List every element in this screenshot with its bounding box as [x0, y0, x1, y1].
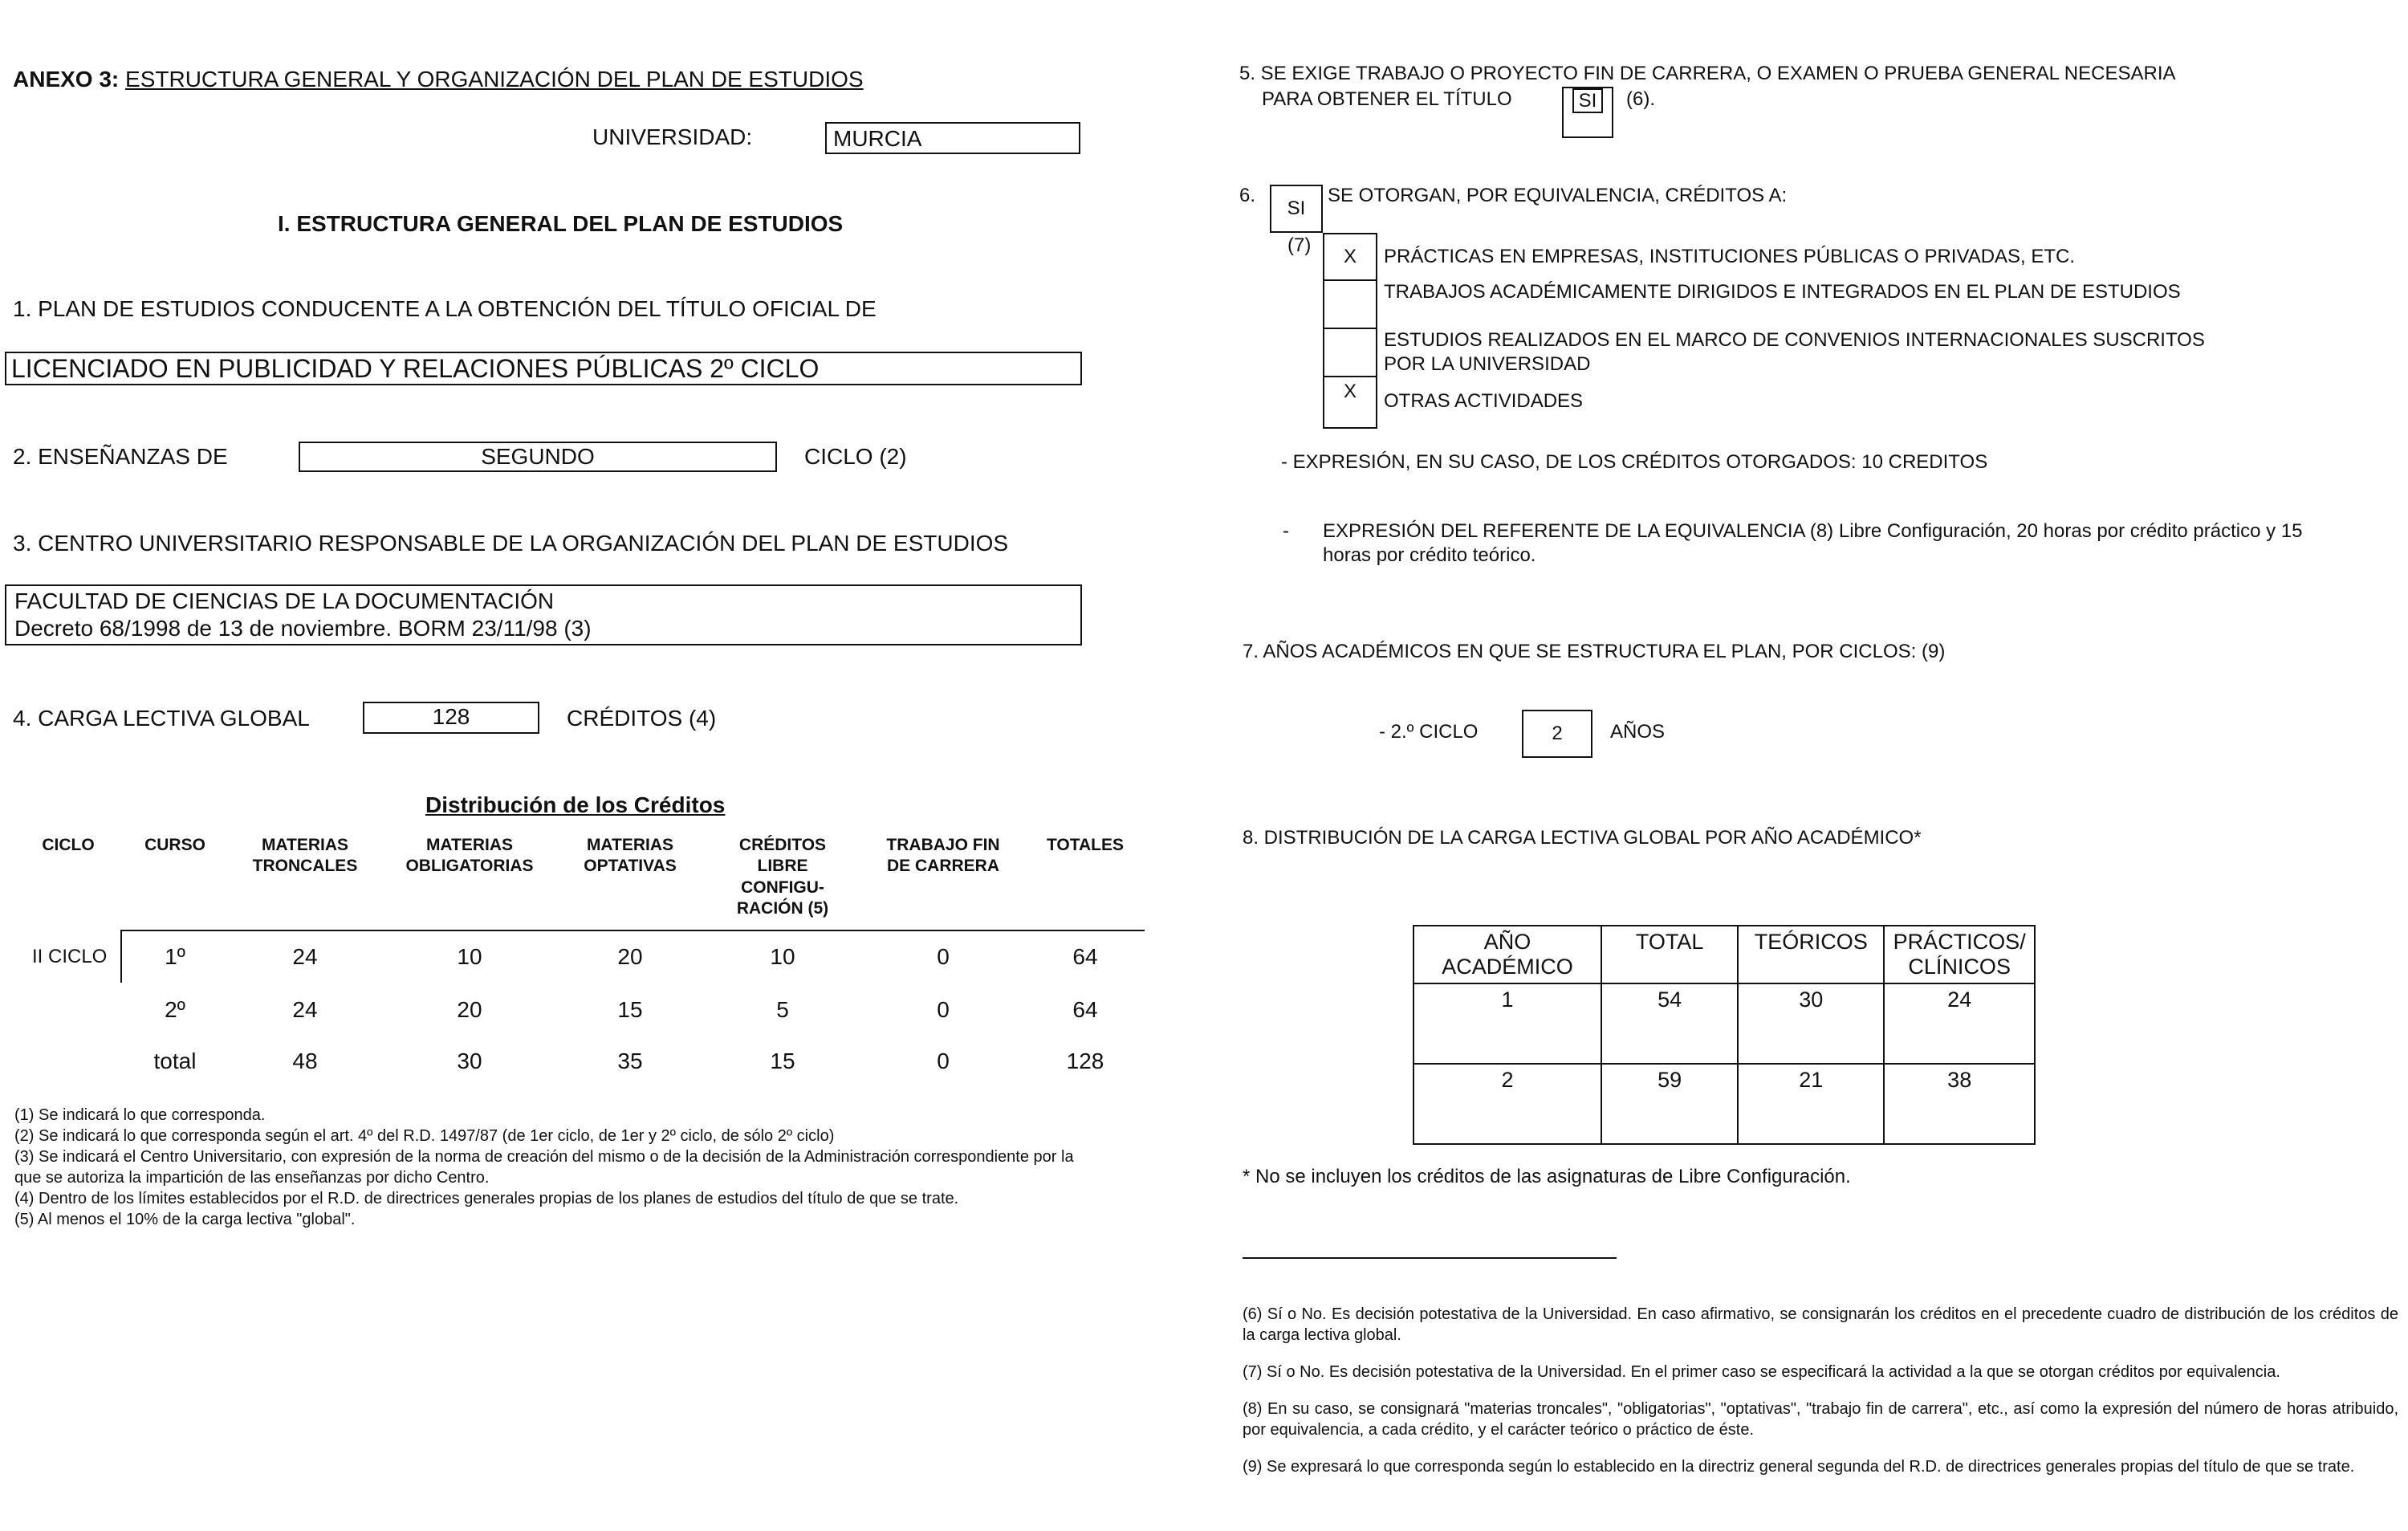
dist-header-libre: CRÉDITOS LIBRE CONFIGU- RACIÓN (5): [736, 836, 829, 918]
asterisk-note: * No se incluyen los créditos de las asignaturas de Libre Configuración.: [1243, 1166, 1851, 1187]
cell-practicos: 24: [1884, 983, 2035, 1064]
cell-ano: 1: [1413, 983, 1601, 1064]
dist-cell-optativas: 15: [617, 997, 643, 1022]
header-teoricos: TEÓRICOS: [1738, 926, 1884, 983]
annex-title: ESTRUCTURA GENERAL Y ORGANIZACIÓN DEL PLAN DE ESTUDIOS: [125, 67, 864, 92]
dist-cell-curso: total: [153, 1048, 197, 1073]
dist-header-optativas: MATERIAS OPTATIVAS: [584, 836, 677, 876]
dist-header-obligatorias: MATERIAS OBLIGATORIAS: [405, 836, 534, 876]
degree-title-value: LICENCIADO EN PUBLICIDAD Y RELACIONES PÚBLICAS 2º CICLO: [11, 354, 820, 383]
table-row: [1413, 983, 2035, 1064]
credits-value: 128: [432, 704, 470, 729]
item7-unit: AÑOS: [1610, 721, 1666, 743]
left-footnotes: [14, 1105, 1170, 1230]
dist-ciclo-label: II CICLO: [32, 946, 108, 967]
item6-ref-line1: EXPRESIÓN DEL REFERENTE DE LA EQUIVALENCIA (8) Libre Configuración, 20 horas por crédito práctico y 15: [1323, 520, 2303, 542]
dist-cell-troncales: 24: [292, 997, 318, 1022]
item2-label: 2. ENSEÑANZAS DE: [13, 444, 228, 469]
dist-table-bracket: [120, 930, 122, 983]
dist-header-troncales: MATERIAS TRONCALES: [252, 836, 358, 876]
checkbox-otras[interactable]: X: [1343, 381, 1357, 402]
item7-label: 7. AÑOS ACADÉMICOS EN QUE SE ESTRUCTURA EL PLAN, POR CICLOS: (9): [1243, 641, 1946, 662]
item6-ref-line2: horas por crédito teórico.: [1323, 544, 1536, 566]
cell-total: 54: [1601, 983, 1738, 1064]
university-label: UNIVERSIDAD:: [592, 124, 753, 149]
footnote: (3) Se indicará el Centro Universitario, con expresión de la norma de creación del mismo o de la decisión de la Administración correspondiente por la: [14, 1148, 1074, 1166]
footnote: (9) Se expresará lo que corresponda según lo establecido en la directriz general segunda del R.D. de directrices generales propias del título de que se trate.: [1243, 1458, 2355, 1476]
footnote-separator: [1243, 1257, 1617, 1259]
cell-teoricos: 21: [1738, 1064, 1884, 1144]
item7-cycle: - 2.º CICLO: [1379, 721, 1479, 743]
item1-label: 1. PLAN DE ESTUDIOS CONDUCENTE A LA OBTENCIÓN DEL TÍTULO OFICIAL DE: [13, 296, 877, 321]
annex-heading: [13, 66, 864, 93]
dist-cell-libre: 10: [770, 944, 795, 969]
item3-label: 3. CENTRO UNIVERSITARIO RESPONSABLE DE LA ORGANIZACIÓN DEL PLAN DE ESTUDIOS: [13, 531, 1009, 556]
footnote: (4) Dentro de los límites establecidos por el R.D. de directrices generales propias de los planes de estudios del título de que se trate.: [14, 1190, 959, 1207]
distribution-title: Distribución de los Créditos: [425, 792, 726, 817]
footnote: (1) Se indicará lo que corresponda.: [14, 1106, 266, 1124]
university-field: [825, 122, 1080, 154]
footnote: (6) Sí o No. Es decisión potestativa de la Universidad. En caso afirmativo, se consignarán los créditos en el precedente cuadro de distribución de los créditos de la carga lectiva global.: [1243, 1305, 2398, 1344]
dist-cell-trabajo: 0: [937, 944, 950, 969]
cell-teoricos: 30: [1738, 983, 1884, 1064]
item5-note: (6).: [1626, 88, 1655, 110]
footnote: que se autoriza la impartición de las enseñanzas por dicho Centro.: [14, 1169, 490, 1187]
item5-value: SI: [1572, 88, 1604, 113]
center-decree: Decreto 68/1998 de 13 de noviembre. BORM 23/11/98 (3): [14, 615, 592, 641]
annex-label: ANEXO 3:: [13, 67, 120, 92]
dist-cell-totales: 128: [1066, 1048, 1104, 1073]
dist-table-rule: [120, 930, 1145, 931]
center-field: [5, 584, 1082, 645]
item5-line2: PARA OBTENER EL TÍTULO: [1262, 88, 1512, 110]
dist-cell-libre: 15: [770, 1048, 795, 1073]
cell-total: 59: [1601, 1064, 1738, 1144]
item5-field: [1562, 87, 1613, 138]
item6-number: 6.: [1239, 185, 1256, 206]
section-title: I. ESTRUCTURA GENERAL DEL PLAN DE ESTUDIOS: [278, 211, 844, 236]
dist-cell-trabajo: 0: [937, 997, 950, 1022]
footnote: (8) En su caso, se consignará "materias troncales", "obligatorias", "optativas", "trabajo fin de carrera", etc., así como la expresión del número de horas atribuido, por equivalencia, a cada crédito, y el carácter teórico o práctico de éste.: [1243, 1400, 2398, 1439]
center-name: FACULTAD DE CIENCIAS DE LA DOCUMENTACIÓN: [14, 588, 555, 613]
item6-label: SE OTORGAN, POR EQUIVALENCIA, CRÉDITOS A:: [1328, 185, 1788, 206]
dist-cell-curso: 1º: [165, 944, 185, 969]
divider: [1323, 376, 1377, 377]
option-estudios-label: ESTUDIOS REALIZADOS EN EL MARCO DE CONVENIOS INTERNACIONALES SUSCRITOS: [1384, 329, 2205, 351]
checkbox-practicas[interactable]: X: [1343, 246, 1357, 267]
dist-cell-obligatorias: 30: [457, 1048, 482, 1073]
years-value: 2: [1552, 723, 1563, 744]
university-value: MURCIA: [833, 126, 922, 151]
option-trabajos-label: TRABAJOS ACADÉMICAMENTE DIRIGIDOS E INTEGRADOS EN EL PLAN DE ESTUDIOS: [1384, 281, 2181, 303]
footnote: (7) Sí o No. Es decisión potestativa de la Universidad. En el primer caso se especificará la actividad a la que se otorgan créditos por equivalencia.: [1243, 1363, 2280, 1381]
dist-header-trabajo: TRABAJO FIN DE CARRERA: [886, 836, 1000, 876]
item4-label: 4. CARGA LECTIVA GLOBAL: [13, 706, 310, 731]
credits-field: [363, 702, 539, 734]
dist-cell-curso: 2º: [165, 997, 185, 1022]
item6-note: (7): [1287, 234, 1312, 256]
item2-suffix: CICLO (2): [804, 444, 907, 469]
dist-cell-optativas: 35: [617, 1048, 643, 1073]
dist-header-curso: CURSO: [144, 836, 205, 854]
divider: [1323, 328, 1377, 329]
item6-field: [1270, 185, 1323, 233]
right-footnotes: [1243, 1304, 2398, 1477]
item6-credits: - EXPRESIÓN, EN SU CASO, DE LOS CRÉDITOS OTORGADOS: 10 CREDITOS: [1281, 451, 1988, 473]
item8-label: 8. DISTRIBUCIÓN DE LA CARGA LECTIVA GLOBAL POR AÑO ACADÉMICO*: [1243, 827, 1922, 849]
divider: [1323, 279, 1377, 281]
dist-cell-obligatorias: 10: [457, 944, 482, 969]
dist-header-ciclo: CICLO: [42, 836, 95, 854]
dist-cell-totales: 64: [1072, 997, 1098, 1022]
cycle-value: SEGUNDO: [481, 444, 595, 469]
dist-cell-trabajo: 0: [937, 1048, 950, 1073]
years-field: [1522, 710, 1592, 758]
cell-ano: 2: [1413, 1064, 1601, 1144]
item4-suffix: CRÉDITOS (4): [567, 706, 717, 731]
header-total: TOTAL: [1601, 926, 1738, 983]
dist-cell-troncales: 48: [292, 1048, 318, 1073]
dist-header-totales: TOTALES: [1046, 836, 1125, 854]
degree-title-field: [5, 352, 1082, 385]
item6-ref-dash: -: [1283, 520, 1289, 542]
header-ano: AÑO ACADÉMICO: [1413, 926, 1601, 983]
option-otras-label: OTRAS ACTIVIDADES: [1384, 390, 1584, 412]
option-practicas-label: PRÁCTICAS EN EMPRESAS, INSTITUCIONES PÚBLICAS O PRIVADAS, ETC.: [1384, 246, 2076, 267]
option-estudios-label-2: POR LA UNIVERSIDAD: [1384, 353, 1591, 375]
year-distribution-table: [1413, 925, 2036, 1145]
cell-practicos: 38: [1884, 1064, 2035, 1144]
header-practicos: PRÁCTICOS/ CLÍNICOS: [1884, 926, 2035, 983]
dist-cell-optativas: 20: [617, 944, 643, 969]
dist-cell-obligatorias: 20: [457, 997, 482, 1022]
item5-line1: 5. SE EXIGE TRABAJO O PROYECTO FIN DE CARRERA, O EXAMEN O PRUEBA GENERAL NECESARIA: [1239, 63, 2176, 84]
dist-cell-totales: 64: [1072, 944, 1098, 969]
table-header-row: [1413, 926, 2035, 983]
item6-value: SI: [1287, 197, 1306, 219]
footnote: (2) Se indicará lo que corresponda según el art. 4º del R.D. 1497/87 (de 1er ciclo, de 1er y 2º ciclo, de sólo 2º ciclo): [14, 1127, 835, 1145]
dist-cell-libre: 5: [776, 997, 789, 1022]
table-row: [1413, 1064, 2035, 1144]
dist-cell-troncales: 24: [292, 944, 318, 969]
cycle-field: [299, 442, 777, 472]
footnote: (5) Al menos el 10% de la carga lectiva "global".: [14, 1211, 356, 1228]
